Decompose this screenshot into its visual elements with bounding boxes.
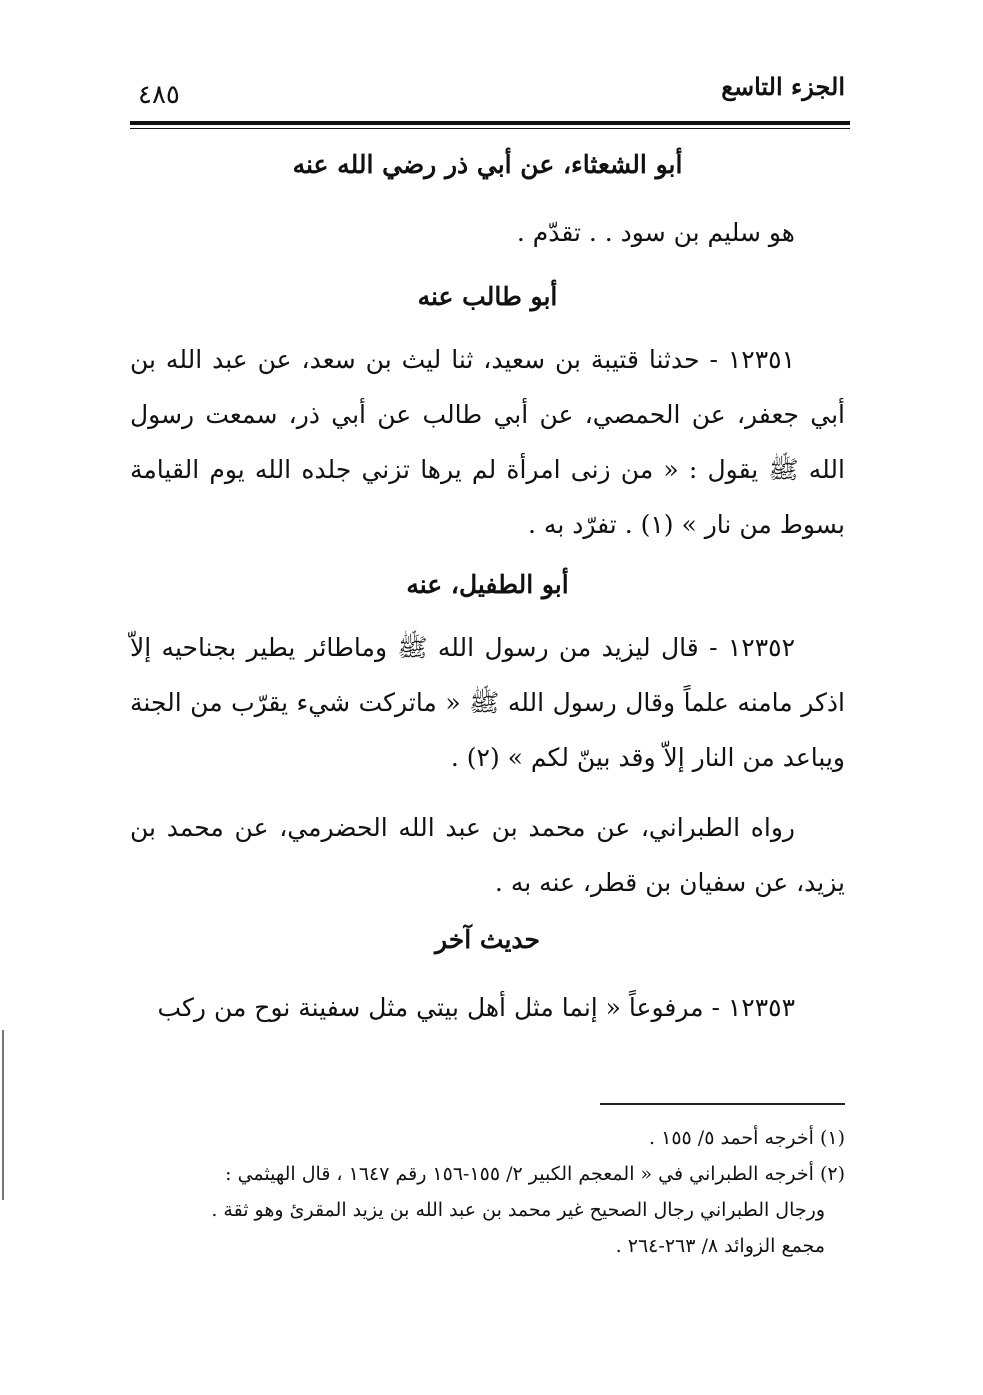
page-number: ٤٨٥ bbox=[138, 80, 180, 110]
part-title: الجزء التاسع bbox=[721, 72, 845, 101]
footnotes bbox=[130, 1120, 845, 1264]
footnote-separator bbox=[600, 1103, 845, 1105]
hadith-12353: ١٢٣٥٣ - مرفوعاً « إنما مثل أهل بيتي مثل سفينة نوح من ركب bbox=[157, 993, 795, 1022]
section-heading-abu-shaatha: أبو الشعثاء، عن أبي ذر رضي الله عنه bbox=[292, 150, 683, 179]
footnote-1: (١) أخرجه أحمد ٥/ ١٥٥ . bbox=[649, 1127, 845, 1149]
hadith-12352: ١٢٣٥٢ - قال ليزيد من رسول الله ﷺ وماطائر يطير بجناحيه إلاّ اذكر مامنه علماً وقال رسول الله ﷺ « ماتركت شيء يقرّب من الجنة ويباعد من النار إلاّ وقد بينّ لكم » (٢) . bbox=[130, 633, 845, 772]
header-rule-thick bbox=[130, 121, 850, 125]
paragraph-sulaym: هو سليم بن سود . . تقدّم . bbox=[516, 218, 795, 247]
footnote-2-source: مجمع الزوائد ٨/ ٢٦٣-٢٦٤ . bbox=[615, 1235, 825, 1257]
paragraph-tabarani: رواه الطبراني، عن محمد بن عبد الله الحضرمي، عن محمد بن يزيد، عن سفيان بن قطر، عنه به . bbox=[130, 813, 845, 897]
header-rule-thin bbox=[130, 128, 850, 129]
section-heading-hadith-akhar: حديث آخر bbox=[435, 925, 540, 954]
page-header bbox=[130, 68, 845, 108]
hadith-12351: ١٢٣٥١ - حدثنا قتيبة بن سعيد، ثنا ليث بن سعد، عن عبد الله بن أبي جعفر، عن الحمصي، عن أبي طالب عن أبي ذر، سمعت رسول الله ﷺ يقول : « من زنى امرأة لم يرها تزني جلده الله يوم القيامة بسوط من نار » (١) . تفرّد به . bbox=[130, 345, 845, 539]
section-heading-abu-tufayl: أبو الطفيل، عنه bbox=[406, 570, 569, 599]
section-heading-abu-talib: أبو طالب عنه bbox=[417, 282, 558, 311]
footnote-2-continued: ورجال الطبراني رجال الصحيح غير محمد بن عبد الله بن يزيد المقرئ وهو ثقة . bbox=[211, 1199, 825, 1221]
scan-edge-mark bbox=[2, 1030, 4, 1200]
footnote-2: (٢) أخرجه الطبراني في « المعجم الكبير ٢/ ١٥٥-١٥٦ رقم ١٦٤٧ ، قال الهيثمي : bbox=[225, 1163, 845, 1185]
